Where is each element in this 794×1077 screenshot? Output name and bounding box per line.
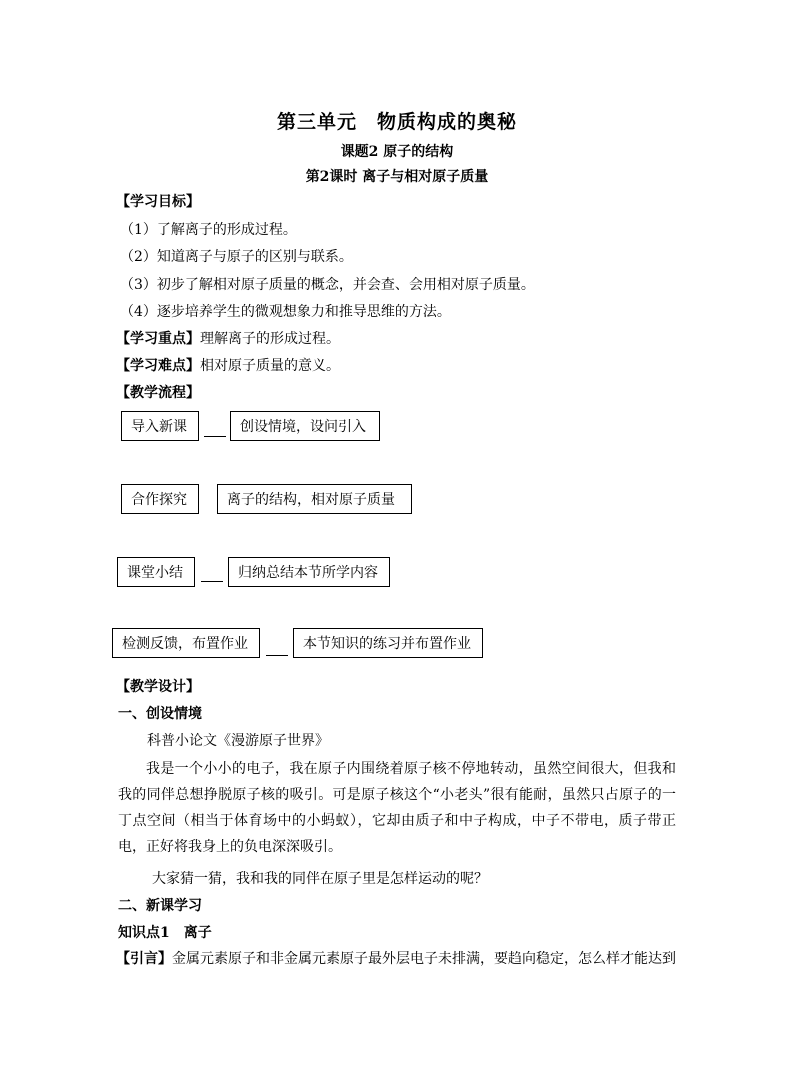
objectives-heading: 【学习目标】 xyxy=(116,194,200,210)
key-point-label: 【学习重点】 xyxy=(116,331,200,347)
key-point-text: 理解离子的形成过程。 xyxy=(200,331,340,347)
objective-item-3: （3）初步了解相对原子质量的概念，并会查、会用相对原子质量。 xyxy=(120,277,535,293)
section-1-heading: 一、创设情境 xyxy=(118,706,202,722)
flow-heading: 【教学流程】 xyxy=(116,385,200,401)
difficulty-point xyxy=(116,356,340,376)
flow-connector-4 xyxy=(266,655,288,656)
period-title: 第2课时 离子与相对原子质量 xyxy=(305,169,489,185)
flow-step-1: 导入新课 xyxy=(121,411,199,441)
difficulty-label: 【学习难点】 xyxy=(116,358,200,374)
section-2-heading: 二、新课学习 xyxy=(118,898,202,914)
key-point xyxy=(116,329,340,349)
flow-desc-1: 创设情境，设问引入 xyxy=(230,411,380,441)
flow-desc-2: 离子的结构，相对原子质量 xyxy=(217,484,412,514)
flow-desc-4: 本节知识的练习并布置作业 xyxy=(293,628,483,658)
flow-connector-1 xyxy=(204,436,226,437)
flow-connector-3 xyxy=(201,581,223,582)
flow-step-2: 合作探究 xyxy=(121,484,199,514)
design-heading: 【教学设计】 xyxy=(116,679,200,695)
knowledge-point-heading: 知识点1 离子 xyxy=(118,925,212,941)
flow-desc-3: 归纳总结本节所学内容 xyxy=(228,557,390,587)
flow-step-4: 检测反馈，布置作业 xyxy=(112,628,260,658)
objective-item-2: （2）知道离子与原子的区别与联系。 xyxy=(120,249,353,265)
essay-paragraph-2: 大家猜一猜，我和我的同伴在原子里是怎样运动的呢？ xyxy=(152,871,488,887)
difficulty-text: 相对原子质量的意义。 xyxy=(200,358,340,374)
intro-paragraph xyxy=(116,949,676,969)
objective-item-1: （1）了解离子的形成过程。 xyxy=(120,222,297,238)
flow-step-3: 课堂小结 xyxy=(117,557,195,587)
essay-paragraph-1: 我是一个小小的电子，我在原子内围绕着原子核不停地转动，虽然空间很大，但我和我的同伴总想挣脱原子核的吸引。可是原子核这个“小老头”很有能耐，虽然只占原子的一丁点空间（相当于体育场中的小蚂蚁），它却由质子和中子构成，中子不带电，质子带正电，正好将我身上的负电深深吸引。 xyxy=(118,761,676,855)
intro-text: 金属元素原子和非金属元素原子最外层电子未排满，要趋向稳定，怎么样才能达到 xyxy=(172,951,676,967)
objective-item-4: （4）逐步培养学生的微观想象力和推导思维的方法。 xyxy=(120,304,451,320)
essay-title: 科普小论文《漫游原子世界》 xyxy=(147,733,329,749)
lesson-title: 课题2 原子的结构 xyxy=(340,144,454,160)
unit-title: 第三单元 物质构成的奥秘 xyxy=(276,111,517,133)
intro-label: 【引言】 xyxy=(116,951,172,967)
